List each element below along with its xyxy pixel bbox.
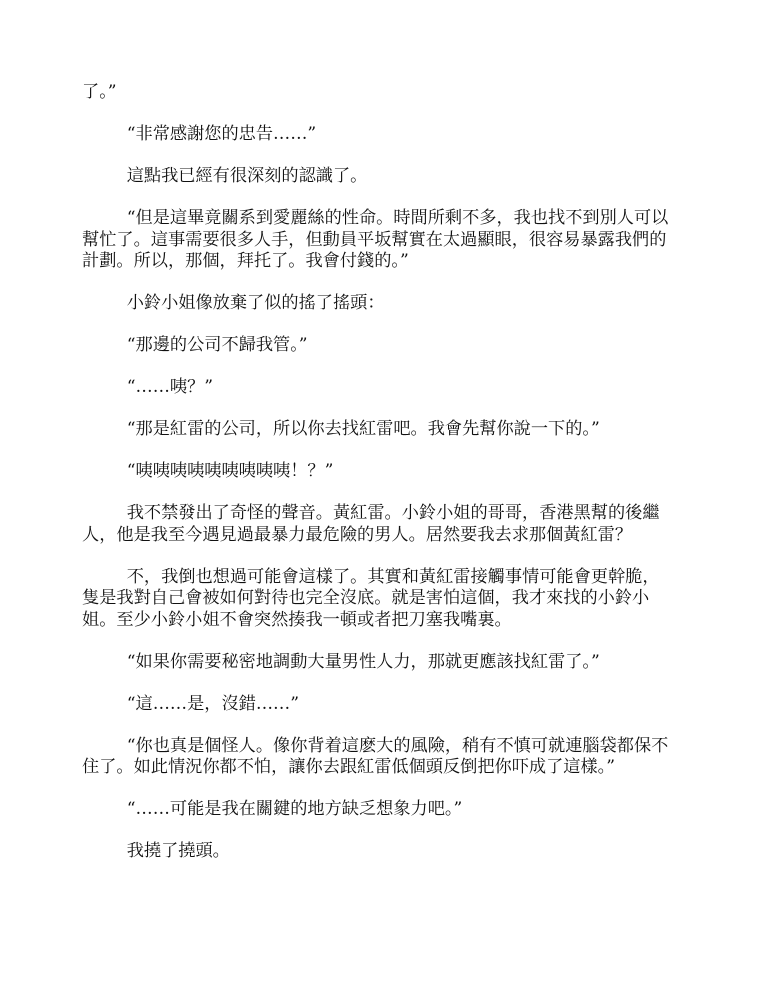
paragraph: “咦咦咦咦咦咦咦咦咦！？”	[126, 461, 334, 481]
paragraph: “如果你需要秘密地調動大量男性人力，那就更應該找紅雷了。”	[126, 651, 600, 672]
paragraph: 小鈴小姐像放棄了似的搖了搖頭：	[126, 293, 385, 313]
paragraph: 我撓了撓頭。	[126, 841, 230, 861]
paragraph: 我不禁發出了奇怪的聲音。黃紅雷。小鈴小姐的哥哥，香港黑幫的後繼人，他是我至今遇見過最暴力最危險的男人。居然要我去求那個黃紅雷？	[82, 503, 660, 545]
paragraph: “但是這畢竟關系到愛麗絲的性命。時間所剩不多，我也找不到別人可以幫忙了。這事需要很多人手，但動員平坂幫實在太過顯眼，很容易暴露我們的計劃。所以，那個，拜托了。我會付錢的。”	[82, 208, 669, 271]
document-page	[82, 82, 672, 883]
paragraph: “那邊的公司不歸我管。”	[126, 335, 308, 355]
paragraph: “那是紅雷的公司，所以你去找紅雷吧。我會先幫你說一下的。”	[126, 419, 600, 439]
paragraph: “你也真是個怪人。像你背着這麽大的風險，稍有不慎可就連腦袋都保不住了。如此情況你都不怕，讓你去跟紅雷低個頭反倒把你吓成了這樣。”	[82, 735, 669, 777]
paragraph: “……可能是我在關鍵的地方缺乏想象力吧。”	[126, 799, 463, 819]
paragraph: 不，我倒也想過可能會這樣了。其實和黃紅雷接觸事情可能會更幹脆，隻是我對自己會被如何對待也完全沒底。就是害怕這個，我才來找的小鈴小姐。至少小鈴小姐不會突然揍我一頓或者把刀塞我嘴裏。	[82, 566, 660, 630]
paragraph: “非常感謝您的忠告……”	[126, 124, 317, 144]
paragraph: “這……是，沒錯……”	[126, 693, 299, 714]
paragraph-continuation: 了。”	[82, 82, 117, 102]
paragraph: “……咦？”	[126, 377, 214, 397]
paragraph: 這點我已經有很深刻的認識了。	[126, 166, 368, 186]
